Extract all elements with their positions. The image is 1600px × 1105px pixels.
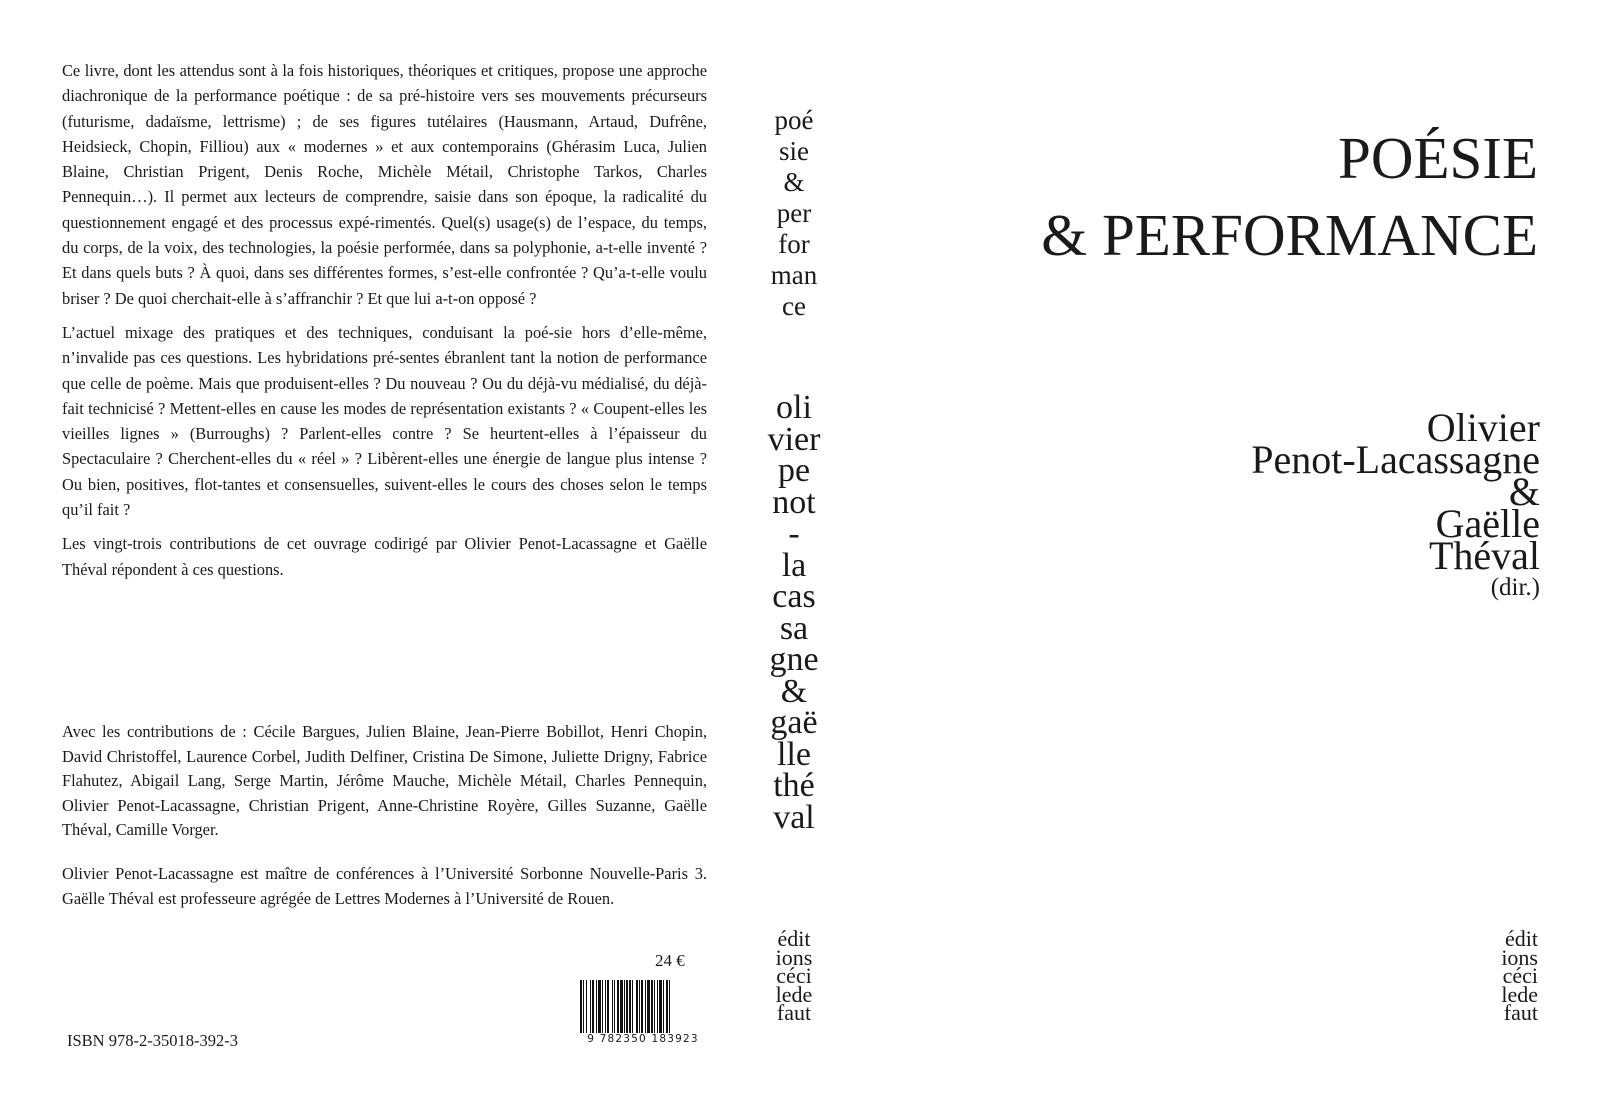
front-title-line-2: & PERFORMANCE xyxy=(1041,202,1538,268)
spine-author-line: - xyxy=(788,515,800,552)
barcode-bar xyxy=(586,980,587,1036)
spine-title-line: per xyxy=(776,198,812,228)
front-publisher-line: faut xyxy=(1503,1000,1538,1025)
spine-author-line: thé xyxy=(773,767,815,804)
spine-author-line: lle xyxy=(777,735,811,773)
spine-title-line: for xyxy=(778,229,810,259)
authors-ampersand: & xyxy=(1508,469,1540,514)
spine-author-line: & xyxy=(780,672,808,710)
barcode-bar xyxy=(651,980,653,1036)
barcode xyxy=(578,980,708,1040)
author1-last-name: Penot-Lacassagne xyxy=(1251,437,1540,482)
barcode-bar xyxy=(669,980,670,1036)
back-paragraph-3: Les vingt-trois contributions de cet ouvrage codirigé par Olivier Penot-Lacassagne et Gaëlle Théval répondent à ces questions. xyxy=(62,534,707,579)
barcode-bar xyxy=(602,980,603,1036)
spine-author-line: vier xyxy=(767,420,821,458)
barcode-bar xyxy=(626,980,628,1036)
spine-title-line: ce xyxy=(782,291,806,321)
barcode-bar xyxy=(659,980,662,1036)
spine-title-line: man xyxy=(770,260,818,290)
front-publisher-line: lede xyxy=(1501,981,1538,1007)
front-title-line-1: POÉSIE xyxy=(1338,125,1538,191)
spine-author-line: gaë xyxy=(770,704,818,741)
barcode-bar xyxy=(624,980,625,1036)
barcode-bar xyxy=(614,980,615,1036)
back-paragraph-1: Ce livre, dont les attendus sont à la fois historiques, théoriques et critiques, propose une approche diachronique de la performance poétique : de sa pré-histoire vers ses mouvements précurseurs (futurisme, dadaïsme, lettrisme) ; de ses figures tutélaires (Hausmann, Artaud, Dufrêne, Heidsieck, Chopin, Filliou) aux « modernes » et aux contemporains (Ghérasim Luca, Julien Blaine, Christian Prigent, Denis Roche, Michèle Métail, Christophe Tarkos, Charles Pennequin…). Il permet aux lecteurs de comprendre, saisie dans son époque, la radicalité du questionnement engagé et des processus expé-rimentés. Quel(s) usage(s) de l’espace, du temps, du corps, de la voix, des technologies, la poésie performée, dans sa polyphonie, a-t-elle inventé ? Et dans quels buts ? À quoi, dans ses différentes formes, s’est-elle confrontée ? Qu’a-t-elle voulu briser ? De quoi cherchait-elle à s’affranchir ? Et que lui a-t-on opposé ? xyxy=(62,61,707,308)
barcode-bar xyxy=(583,980,584,1036)
barcode-bar xyxy=(629,980,631,1036)
front-publisher xyxy=(1458,926,1538,1025)
spine-publisher-line: faut xyxy=(776,1000,812,1025)
barcode-bar xyxy=(590,980,591,1036)
authors-bio: Olivier Penot-Lacassagne est maître de conférences à l’Université Sorbonne Nouvelle-Paris 3. Gaëlle Théval est professeure agrégée de Lettres Modernes à l’Université de Rouen. xyxy=(62,864,707,908)
barcode-bar xyxy=(612,980,613,1036)
front-title xyxy=(1041,120,1538,274)
barcode-bar xyxy=(647,980,650,1036)
author1-first-name: Olivier xyxy=(1426,405,1540,450)
spine-author-line: gne xyxy=(769,641,819,678)
spine-publisher-line: ions xyxy=(775,944,813,970)
price: 24 € xyxy=(655,951,685,970)
spine-author-line: pe xyxy=(777,452,811,489)
barcode-bar xyxy=(592,980,594,1036)
spine-publisher xyxy=(748,926,840,1025)
author2-last-name: Théval xyxy=(1428,533,1540,578)
barcode-bar xyxy=(605,980,606,1036)
front-publisher-line: céci xyxy=(1502,963,1538,988)
spine-author-line: not xyxy=(772,483,816,521)
spine-title xyxy=(748,105,840,322)
barcode-bar xyxy=(580,980,582,1036)
isbn: ISBN 978-2-35018-392-3 xyxy=(67,1031,238,1050)
barcode-bar xyxy=(607,980,609,1036)
barcode-bar xyxy=(636,980,638,1036)
spine-publisher-line: céci xyxy=(776,963,812,988)
barcode-bar xyxy=(596,980,597,1036)
spine-author-line: la xyxy=(781,546,807,584)
front-authors xyxy=(1251,405,1540,604)
spine-authors xyxy=(748,389,840,836)
spine-publisher-line: lede xyxy=(775,981,813,1007)
barcode-bar xyxy=(663,980,664,1036)
spine-author-line: val xyxy=(773,798,815,836)
spine-author-line: oli xyxy=(776,389,812,426)
spine-publisher-line: édit xyxy=(777,926,811,951)
contributors-list: Avec les contributions de : Cécile Bargues, Julien Blaine, Jean-Pierre Bobillot, Henri Chopin, David Christoffel, Laurence Corbel, Judith Delfiner, Cristina De Simone, Juliette Drigny, Fabrice Flahutez, Abigail Lang, Serge Martin, Jérôme Mauche, Michèle Métail, Charles Pennequin, Olivier Penot-Lacassagne, Christian Prigent, Anne-Christine Royère, Gilles Suzanne, Gaëlle Théval, Camille Vorger. xyxy=(62,722,707,839)
barcode-bar xyxy=(639,980,640,1036)
spine-author-line: cas xyxy=(772,578,816,615)
spine-author-line: sa xyxy=(779,609,809,647)
spine-title-line: poé xyxy=(774,105,814,135)
spine-title-line: sie xyxy=(779,136,809,166)
barcode-bar xyxy=(617,980,619,1036)
barcode-bar xyxy=(598,980,601,1036)
barcode-bar xyxy=(654,980,655,1036)
spine-title-line: & xyxy=(783,167,805,197)
barcode-bar xyxy=(632,980,633,1036)
barcode-bar xyxy=(657,980,658,1036)
barcode-number: 9 782350 183923 xyxy=(578,1033,708,1045)
editors-note: (dir.) xyxy=(1490,574,1540,601)
back-paragraph-2: L’actuel mixage des pratiques et des techniques, conduisant la poé-sie hors d’elle-même, n’invalide pas ces questions. Les hybridations pré-sentes ébranlent tant la notion de performance que celle de poème. Mais que produisent-elles ? Du nouveau ? Ou du déjà-vu médialisé, du déjà-fait technicisé ? Mettent-elles en cause les modes de représentation existants ? « Coupent-elles les vieilles lignes » (Burroughs) ? Parlent-elles contre ? Se heurtent-elles à l’épaisseur du Spectaculaire ? Cherchent-elles du « réel » ? Libèrent-elles une énergie de langue plus intense ? Ou bien, positives, flot-tantes et consensuelles, suivent-elles le cours des choses selon le temps qu’il fait ? xyxy=(62,322,707,520)
barcode-bar xyxy=(641,980,643,1036)
barcode-bar xyxy=(666,980,668,1036)
front-publisher-line: ions xyxy=(1501,944,1538,970)
barcode-bar xyxy=(645,980,646,1036)
barcode-bar xyxy=(620,980,623,1036)
author2-first-name: Gaëlle xyxy=(1435,501,1540,546)
front-publisher-line: édit xyxy=(1505,926,1538,951)
back-cover-text xyxy=(62,58,707,908)
